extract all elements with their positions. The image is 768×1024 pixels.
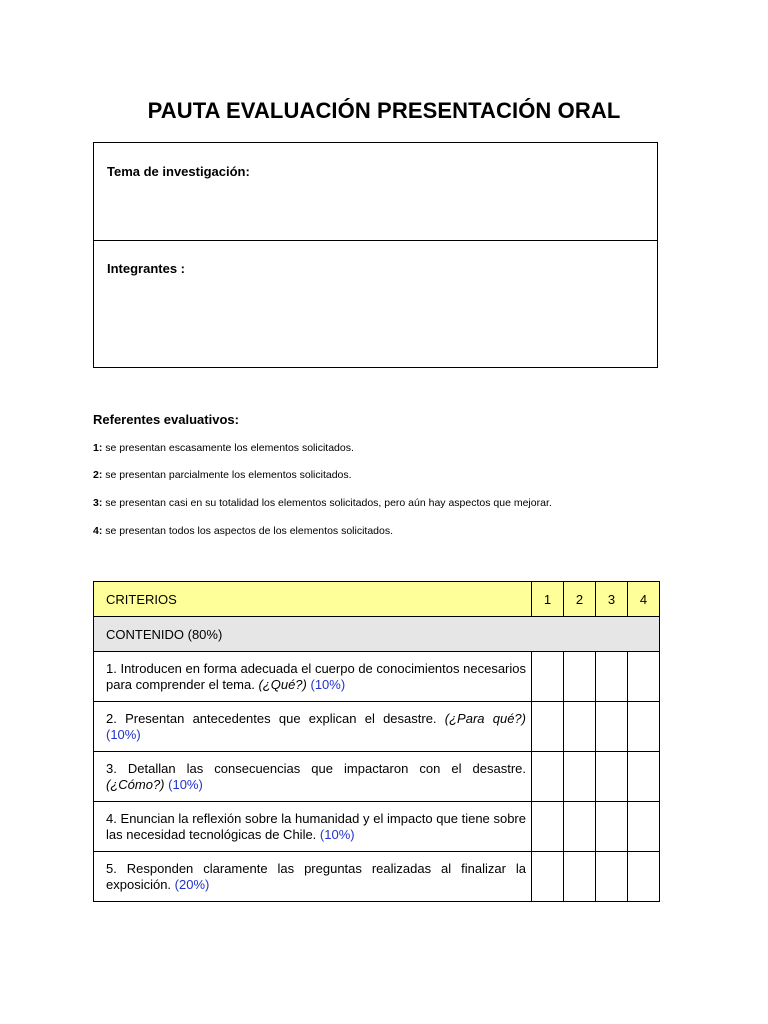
score-cell[interactable] <box>532 702 564 752</box>
referente-text: se presentan escasamente los elementos solicitados. <box>102 442 354 454</box>
criterios-header: CRITERIOS <box>94 582 532 617</box>
criterion-text: 1. Introducen en forma adecuada el cuerpo de conocimientos necesarios para comprender el tema. <box>106 660 526 692</box>
score-header: 1 <box>532 582 564 617</box>
page-title: PAUTA EVALUACIÓN PRESENTACIÓN ORAL <box>147 98 621 123</box>
referente-item <box>93 525 393 537</box>
criterion-question: (¿Qué?) <box>258 676 307 692</box>
score-cell[interactable] <box>564 702 596 752</box>
score-cell[interactable] <box>628 652 660 702</box>
table-row <box>94 852 660 902</box>
criterion-cell <box>94 702 532 752</box>
score-header: 2 <box>564 582 596 617</box>
criterion-weight: (10%) <box>106 726 141 742</box>
criteria-table <box>93 581 660 902</box>
criterion-cell <box>94 852 532 902</box>
tema-row <box>94 143 657 241</box>
referente-item <box>93 497 552 509</box>
referente-item <box>93 469 352 481</box>
score-cell[interactable] <box>564 802 596 852</box>
score-cell[interactable] <box>596 852 628 902</box>
table-row <box>94 752 660 802</box>
score-cell[interactable] <box>532 652 564 702</box>
criterion-weight: (20%) <box>174 876 210 892</box>
score-cell[interactable] <box>628 802 660 852</box>
section-row <box>94 617 660 652</box>
section-label: CONTENIDO (80%) <box>94 617 660 652</box>
referentes-title: Referentes evaluativos: <box>93 412 239 427</box>
score-cell[interactable] <box>564 752 596 802</box>
referente-num: 3: <box>93 497 103 509</box>
referente-text: se presentan todos los aspectos de los elementos solicitados. <box>102 525 394 537</box>
table-row <box>94 652 660 702</box>
criterion-text: 5. Responden claramente las preguntas realizadas al finalizar la exposición. <box>106 860 526 892</box>
score-cell[interactable] <box>596 652 628 702</box>
criterion-question: (¿Para qué?) <box>444 710 526 726</box>
criterion-weight: (10%) <box>319 826 355 842</box>
criterion-cell <box>94 802 532 852</box>
table-row <box>94 702 660 752</box>
score-cell[interactable] <box>532 752 564 802</box>
referente-num: 4: <box>93 525 103 537</box>
score-cell[interactable] <box>564 852 596 902</box>
referente-text: se presentan parcialmente los elementos solicitados. <box>102 469 352 481</box>
referente-text: se presentan casi en su totalidad los elementos solicitados, pero aún hay aspectos que mejorar. <box>102 497 552 509</box>
integrantes-label: Integrantes : <box>107 261 186 276</box>
score-cell[interactable] <box>628 702 660 752</box>
score-cell[interactable] <box>596 802 628 852</box>
criterion-question: (¿Cómo?) <box>106 776 165 792</box>
table-row <box>94 802 660 852</box>
score-cell[interactable] <box>596 702 628 752</box>
criterion-text: 3. Detallan las consecuencias que impactaron con el desastre. <box>106 760 526 776</box>
criterion-text: 2. Presentan antecedentes que explican el desastre. <box>106 710 445 726</box>
score-cell[interactable] <box>628 852 660 902</box>
score-cell[interactable] <box>628 752 660 802</box>
score-header: 3 <box>596 582 628 617</box>
criterion-weight: (10%) <box>168 776 203 792</box>
table-header-row <box>94 582 660 617</box>
referente-item <box>93 442 354 454</box>
score-cell[interactable] <box>564 652 596 702</box>
score-cell[interactable] <box>532 852 564 902</box>
score-header: 4 <box>628 582 660 617</box>
info-box <box>93 142 658 368</box>
referente-num: 2: <box>93 469 103 481</box>
criterion-cell <box>94 752 532 802</box>
criterion-text: 4. Enuncian la reflexión sobre la humanidad y el impacto que tiene sobre las necesidad tecnológicas de Chile. <box>106 810 526 842</box>
criterion-cell <box>94 652 532 702</box>
criterion-weight: (10%) <box>310 676 346 692</box>
referente-num: 1: <box>93 442 103 454</box>
score-cell[interactable] <box>532 802 564 852</box>
integrantes-row <box>94 241 657 367</box>
tema-label: Tema de investigación: <box>107 164 250 179</box>
score-cell[interactable] <box>596 752 628 802</box>
